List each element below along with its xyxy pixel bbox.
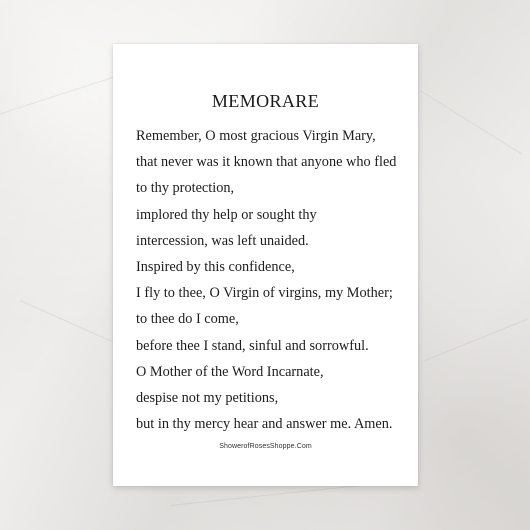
- marble-vein: [420, 90, 522, 154]
- prayer-line: but in thy mercy hear and answer me. Amen.: [136, 416, 393, 433]
- prayer-line: that never was it known that anyone who fled: [136, 154, 397, 171]
- prayer-line: to thy protection,: [136, 180, 235, 197]
- prayer-line: despise not my petitions,: [136, 389, 279, 406]
- prayer-line: implored thy help or sought thy: [136, 206, 317, 223]
- prayer-line: to thee do I come,: [136, 311, 239, 328]
- prayer-line: intercession, was left unaided.: [136, 232, 309, 249]
- prayer-line: before thee I stand, sinful and sorrowful.: [136, 337, 369, 354]
- prayer-line: I fly to thee, O Virgin of virgins, my Mother;: [136, 285, 393, 302]
- prayer-card: [113, 44, 418, 486]
- marble-vein: [170, 484, 369, 506]
- prayer-text: [136, 123, 411, 437]
- card-title: MEMORARE: [211, 91, 320, 111]
- marble-vein: [20, 300, 121, 346]
- marble-vein: [425, 319, 527, 361]
- prayer-line: Inspired by this confidence,: [136, 258, 295, 275]
- shop-url: ShowerofRosesShoppe.Com: [219, 443, 312, 450]
- prayer-line: Remember, O most gracious Virgin Mary,: [136, 128, 376, 144]
- prayer-line: O Mother of the Word Incarnate,: [136, 363, 324, 380]
